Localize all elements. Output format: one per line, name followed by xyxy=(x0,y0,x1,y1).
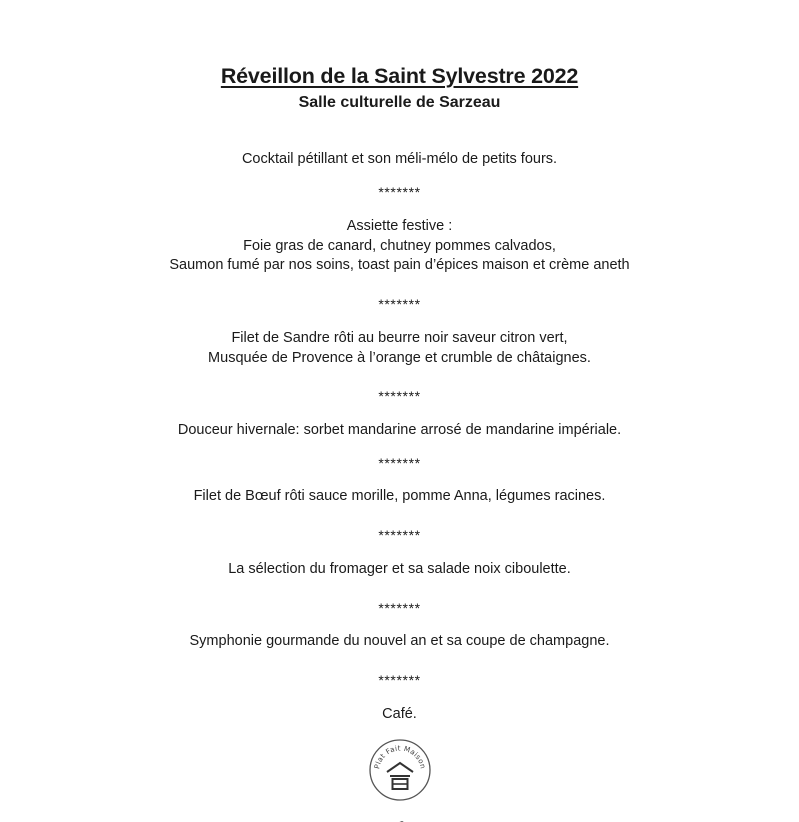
separator: ******* xyxy=(378,455,421,471)
course-line: Saumon fumé par nos soins, toast pain d’épices maison et crème aneth xyxy=(169,257,630,273)
course-line: La sélection du fromager et sa salade noix ciboulette. xyxy=(228,561,571,577)
course-sandre xyxy=(0,329,799,368)
course-assiette-festive xyxy=(0,217,799,276)
separator: ******* xyxy=(378,600,421,616)
course-cafe xyxy=(0,705,799,725)
fait-maison-logo xyxy=(368,738,432,802)
course-line: Filet de Sandre rôti au beurre noir saveur citron vert, xyxy=(231,330,568,346)
logo-text: Plat Fait Maison xyxy=(372,743,428,770)
separator: ******* xyxy=(378,672,421,688)
course-fromager xyxy=(0,560,799,580)
course-line: Assiette festive : xyxy=(346,218,453,234)
separator: ******* xyxy=(378,184,421,200)
separator: ******* xyxy=(378,388,421,404)
course-line: Musquée de Provence à l’orange et crumble de châtaignes. xyxy=(208,349,591,366)
cutoff-icon xyxy=(380,814,420,822)
course-line: Cocktail pétillant et son méli-mélo de petits fours. xyxy=(241,151,558,167)
course-line: Café. xyxy=(382,706,417,722)
course-symphonie xyxy=(0,632,799,652)
course-line: Filet de Bœuf rôti sauce morille, pomme Anna, légumes racines. xyxy=(193,488,606,504)
course-line: Foie gras de canard, chutney pommes calvados, xyxy=(243,237,556,254)
page-subtitle: Salle culturelle de Sarzeau xyxy=(298,94,501,111)
separator: ******* xyxy=(378,296,421,312)
house-pot-icon xyxy=(368,738,432,802)
course-cocktail xyxy=(0,150,799,170)
separator: ******* xyxy=(378,527,421,543)
course-douceur xyxy=(0,421,799,441)
course-line: Douceur hivernale: sorbet mandarine arrosé de mandarine impériale. xyxy=(177,422,622,438)
course-line: Symphonie gourmande du nouvel an et sa coupe de champagne. xyxy=(189,633,610,649)
course-boeuf xyxy=(0,487,799,507)
page-title: Réveillon de la Saint Sylvestre 2022 xyxy=(220,64,579,88)
